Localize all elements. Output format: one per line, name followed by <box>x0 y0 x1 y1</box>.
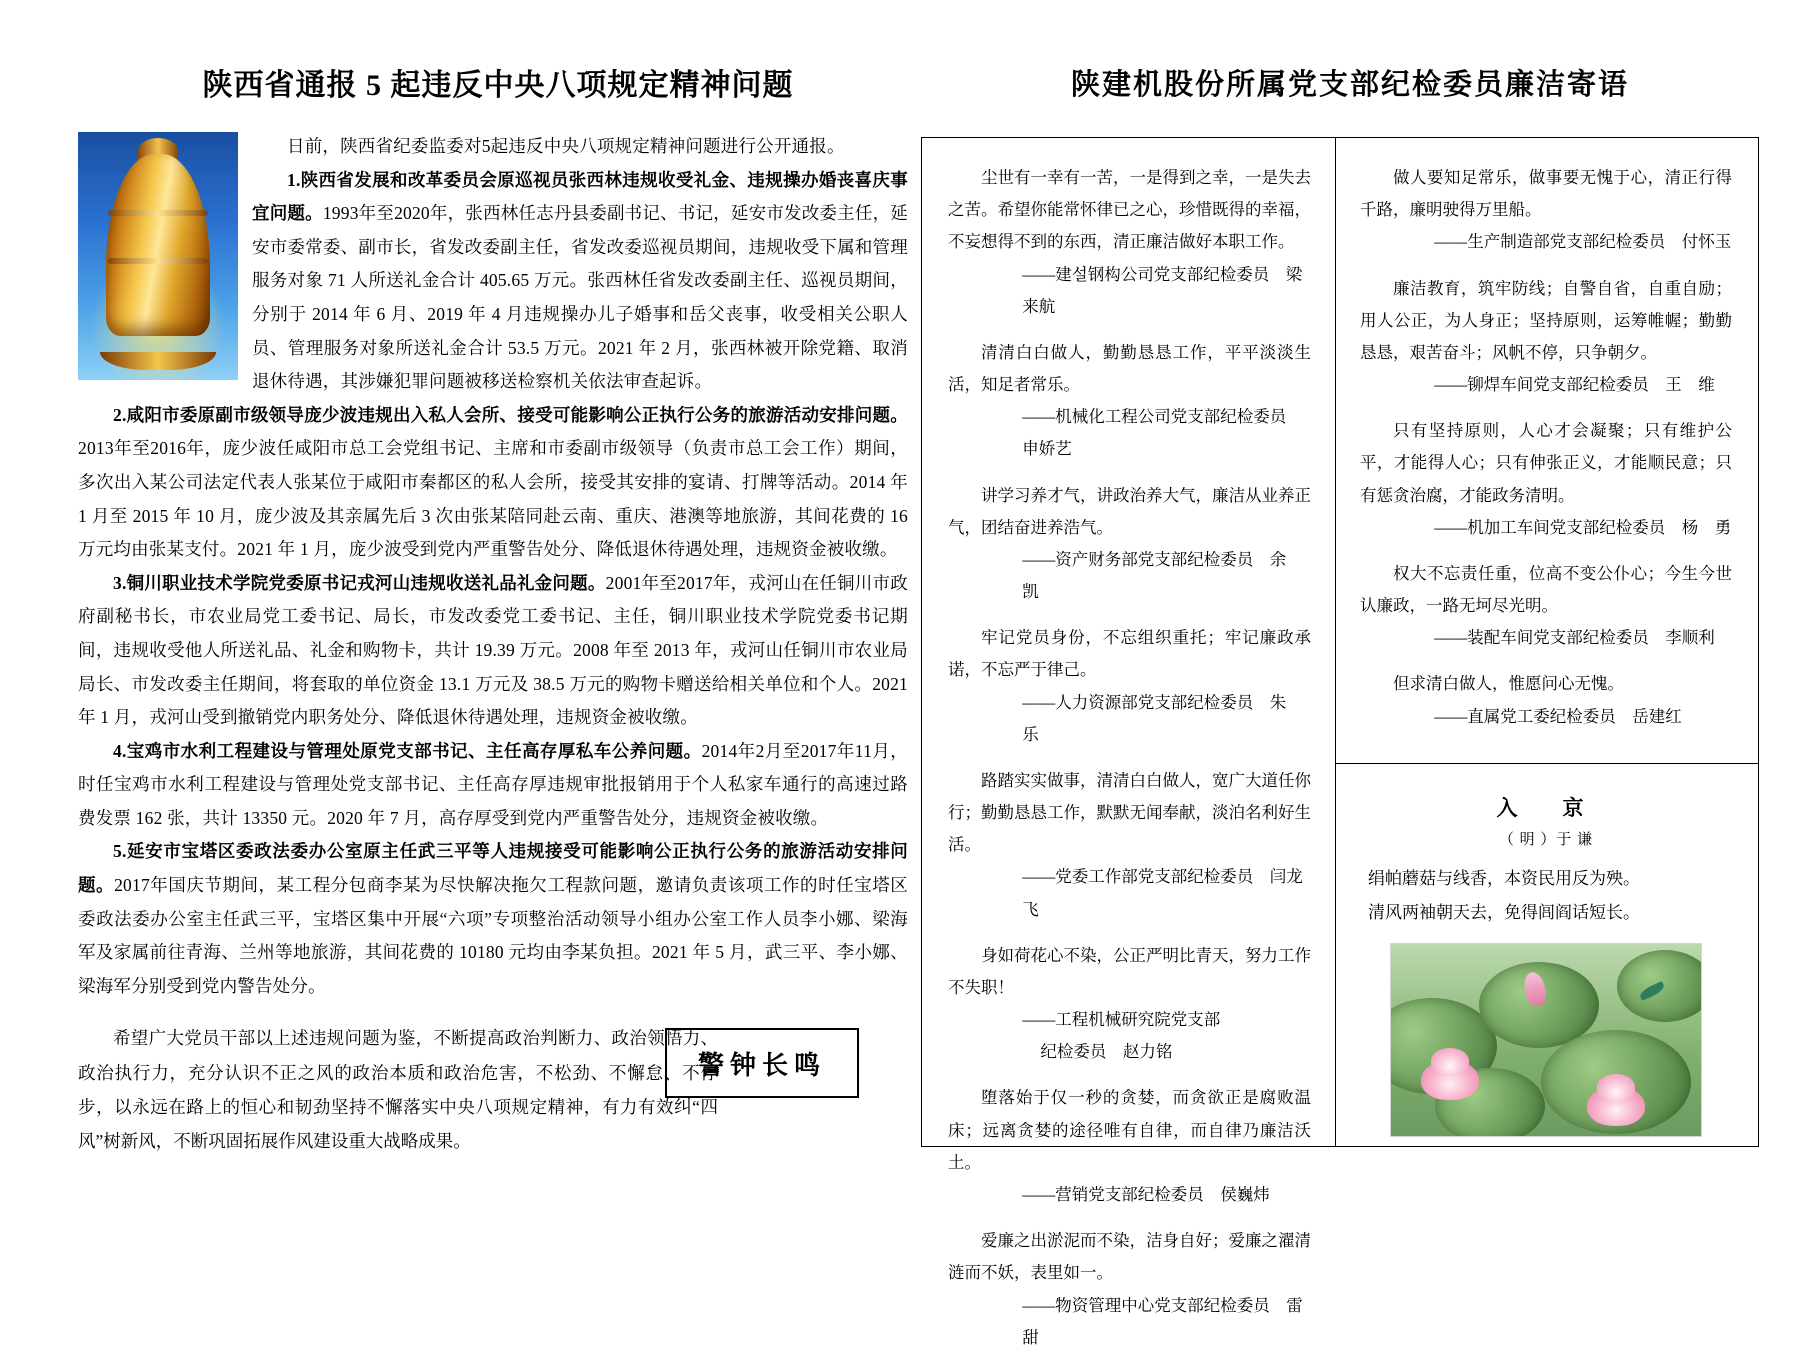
pledge-text: 堕落始于仅一秒的贪婪，而贪欲正是腐败温床；远离贪婪的途径唯有自律，而自律乃廉洁沃土。 <box>948 1088 1311 1172</box>
right-section-title: 陕建机股份所属党支部纪检委员廉洁寄语 <box>1070 69 1629 101</box>
pledge-column-2 <box>1336 138 1758 764</box>
pledge-signature: ——资产财务部党支部纪检委员 余 凯 <box>1022 549 1303 602</box>
article-item-1-body: 1993年至2020年，张西林任志丹县委副书记、书记，延安市发改委主任，延安市委常委、副市长，省发改委副主任，省发改委巡视员期间，违规收受下属和管理服务对象 71 人所送礼金合计 405.65 万元。张西林任省发改委副主任、巡视员期间，分别于 2014 年 6 月、2019 年 4 月违规操办儿子婚事和岳父丧事，收受相关公职人员、管理服务对象所送礼金合计 53.5 万元。2021 年 2 月，张西林被开除党籍、取消退休待遇，其涉嫌犯罪问题被移送检察机关依法审查起诉。 <box>252 203 908 392</box>
article-closing-text: 希望广大党员干部以上述违规问题为鉴，不断提高政治判断力、政治领悟力、政治执行力，充分认识不正之风的政治本质和政治危害，不松劲、不懈怠、不停步，以永远在路上的恒心和韧劲坚持不懈落实中央八项规定精神，有力有效纠“四风”树新风，不断巩固拓展作风建设重大战略成果。 <box>78 1028 718 1151</box>
stamp-label: 警钟长鸣 <box>697 1050 826 1080</box>
lotus-painting <box>1390 943 1702 1137</box>
pledge-text: 廉洁教育，筑牢防线；自警自省，自重自励；用人公正，为人身正；坚持原则，运筹帷幄；勤勤恳恳，艰苦奋斗；风帆不停，只争朝夕。 <box>1360 278 1732 362</box>
pledge-text: 做人要知足常乐，做事要无愧于心，清正行得千路，廉明驶得万里船。 <box>1360 168 1732 220</box>
pledge-item <box>948 337 1311 466</box>
pledge-item <box>948 622 1311 751</box>
pledge-signature-cont: 纪检委员 赵力铭 <box>1040 1042 1173 1062</box>
pledge-text: 清清白白做人，勤勤恳恳工作，平平淡淡生活，知足者常乐。 <box>948 342 1311 395</box>
poem-line-1: 绢帕蘑菇与线香，本资民用反为殃。 <box>1368 868 1640 888</box>
bell-skirt <box>100 352 216 370</box>
pledge-item <box>948 162 1311 323</box>
pledge-text: 讲学习养才气，讲政治养大气，廉洁从业养正气，团结奋进养浩气。 <box>948 485 1311 537</box>
pledge-signature: ——装配车间党支部纪检委员 李顺利 <box>1434 628 1715 648</box>
article-item-5 <box>78 835 908 1003</box>
poem-section <box>1336 764 1758 1148</box>
pledge-column-2-wrapper <box>1336 138 1758 1146</box>
pledge-text: 路踏实实做事，清清白白做人，宽广大道任你行；勤勤恳恳工作，默默无闻奉献，淡泊名利好生活。 <box>948 770 1311 855</box>
article-item-2-heading: 2.咸阳市委原副市级领导庞少波违规出入私人会所、接受可能影响公正执行公务的旅游活动安排问题。 <box>113 404 908 425</box>
pledge-item <box>948 1082 1311 1211</box>
article-item-3-body: 2001年至2017年，戎河山在任铜川市政府副秘书长，市农业局党工委书记、局长，市发改委党工委书记、主任，铜川职业技术学院党委书记期间，违规收受他人所送礼品、礼金和购物卡，共计 19.39 万元。2008 年至 2013 年，戎河山任铜川市农业局局长、市发改委主任期间，将套取的单位资金 13.1 万元及 38.5 万元的购物卡赠送给相关单位和个人。2021 年 1 月，戎河山受到撤销党内职务处分、降低退休待遇处理，违规资金被收缴。 <box>78 572 908 728</box>
pledge-signature: ——工程机械研究院党支部 <box>1022 1010 1221 1030</box>
pledge-signature: ——机械化工程公司党支部纪检委员 申娇艺 <box>1022 407 1303 459</box>
golden-bell-photo <box>78 132 238 380</box>
pledge-item <box>1360 162 1732 259</box>
bell-band-2 <box>108 258 208 264</box>
pledge-signature: ——党委工作部党支部纪检委员 闫龙飞 <box>1022 867 1303 919</box>
pledge-item <box>1360 273 1732 402</box>
article-item-2 <box>78 399 908 567</box>
left-article <box>78 60 908 1158</box>
article-lead: 日前，陕西省纪委监委对5起违反中央八项规定精神问题进行公开通报。 <box>287 136 845 156</box>
article-item-4 <box>78 735 908 836</box>
article-item-5-body: 2017年国庆节期间，某工程分包商李某为尽快解决拖欠工程款问题，邀请负责该项工作的时任宝塔区委政法委办公室主任武三平，宝塔区集中开展“六项”专项整治活动领导小组办公室工作人员李小娜、梁海军及家属前往青海、兰州等地旅游，其间花费的 10180 元均由李某负担。2021 年 5 月，武三平、李小娜、梁海军分别受到党内警告处分。 <box>78 875 908 996</box>
pledge-text: 尘世有一幸有一苦，一是得到之幸，一是失去之苦。希望你能常怀律已之心，珍惜既得的幸福，不妄想得不到的东西，清正廉洁做好本职工作。 <box>948 168 1311 252</box>
pledge-text: 爱廉之出淤泥而不染，洁身自好；爱廉之濯清涟而不妖，表里如一。 <box>948 1231 1311 1283</box>
pledge-column-1 <box>922 138 1336 1347</box>
pledge-item <box>1360 558 1732 655</box>
pledge-item <box>948 480 1311 609</box>
article-item-3 <box>78 567 908 735</box>
pledge-item <box>948 940 1311 1069</box>
article-item-5-heading: 5.延安市宝塔区委政法委办公室原主任武三平等人违规接受可能影响公正执行公务的旅游活动安排问题。 <box>78 841 908 896</box>
pledge-text: 权大不忘责任重，位高不变公仆心；今生今世认廉政，一路无坷尽光明。 <box>1360 563 1732 616</box>
pledge-text: 牢记党员身份，不忘组织重托；牢记廉政承诺，不忘严于律己。 <box>948 628 1311 680</box>
pledge-item <box>948 1225 1320 1354</box>
pledge-text: 身如荷花心不染，公正严明比青天，努力工作不失职！ <box>948 945 1311 997</box>
article-item-2-body: 2013年至2016年，庞少波任咸阳市总工会党组书记、主席和市委副市级领导（负责市总工会工作）期间，多次出入某公司法定代表人张某位于咸阳市秦都区的私人会所，接受其安排的宴请、打牌等活动。2014 年 1 月至 2015 年 10 月，庞少波及其亲属先后 3 次由张某陪同赴云南、重庆、港澳等地旅游，其间花费的 16 万元均由张某支付。2021 年 1 月，庞少波受到党内严重警告处分、降低退休待遇处理，违规资金被收缴。 <box>78 438 908 560</box>
pledge-text: 只有坚持原则，人心才会凝聚；只有维护公平，才能得人心；只有伸张正义，才能顺民意；只有惩贪治腐，才能政务清明。 <box>1360 421 1732 505</box>
article-item-4-body: 2014年2月至2017年11月，时任宝鸡市水利工程建设与管理处党支部书记、主任高存厚违规审批报销用于个人私家车通行的高速过路费发票 162 张，共计 13350 元。2020 年 7 月，高存厚受到党内严重警告处分，违规资金被收缴。 <box>78 740 908 828</box>
stamp-box <box>665 1028 859 1098</box>
pledge-signature: ——生产制造部党支部纪检委员 付怀玉 <box>1434 232 1732 252</box>
poem-author: （ 明 ）于 谦 <box>1498 831 1594 848</box>
pledge-signature: ——营销党支部纪检委员 侯巍炜 <box>1022 1184 1270 1204</box>
pledge-item <box>948 765 1311 926</box>
pledge-signature: ——人力资源部党支部纪检委员 朱 乐 <box>1022 692 1303 744</box>
poem-line-2: 清风两袖朝天去，免得闾阎话短长。 <box>1368 903 1640 923</box>
lotus-flower-2 <box>1587 1086 1645 1126</box>
article-item-3-heading: 3.铜川职业技术学院党委原书记戎河山违规收送礼品礼金问题。 <box>113 572 606 593</box>
poem-title: 入 京 <box>1496 795 1596 820</box>
pledge-signature: ——直属党工委纪检委员 岳建红 <box>1434 706 1682 726</box>
pledge-signature: ——建설钢构公司党支部纪检委员 梁来航 <box>1022 264 1303 316</box>
bell-body-icon <box>106 154 210 336</box>
pledge-item <box>1360 668 1732 732</box>
left-article-title: 陕西省通报 5 起违反中央八项规定精神问题 <box>202 69 794 102</box>
lotus-flower-1 <box>1421 1060 1479 1100</box>
pledge-item <box>1360 415 1732 544</box>
right-section-frame <box>921 137 1759 1347</box>
pledge-text: 但求清白做人，惟愿问心无愧。 <box>1393 674 1624 694</box>
pledge-signature: ——铆焊车间党支部纪检委员 王 维 <box>1434 375 1715 395</box>
article-item-4-heading: 4.宝鸡市水利工程建设与管理处原党支部书记、主任高存厚私车公养问题。 <box>113 740 702 761</box>
bell-band-1 <box>108 210 208 216</box>
article-item-1-heading: 1.陕西省发展和改革委员会原巡视员张西林违规收受礼金、违规操办婚丧喜庆事宜问题。 <box>252 169 908 224</box>
pledge-signature: ——物资管理中心党支部纪检委员 雷 甜 <box>1022 1295 1320 1347</box>
pledge-signature: ——机加工车间党支部纪检委员 杨 勇 <box>1434 517 1732 537</box>
